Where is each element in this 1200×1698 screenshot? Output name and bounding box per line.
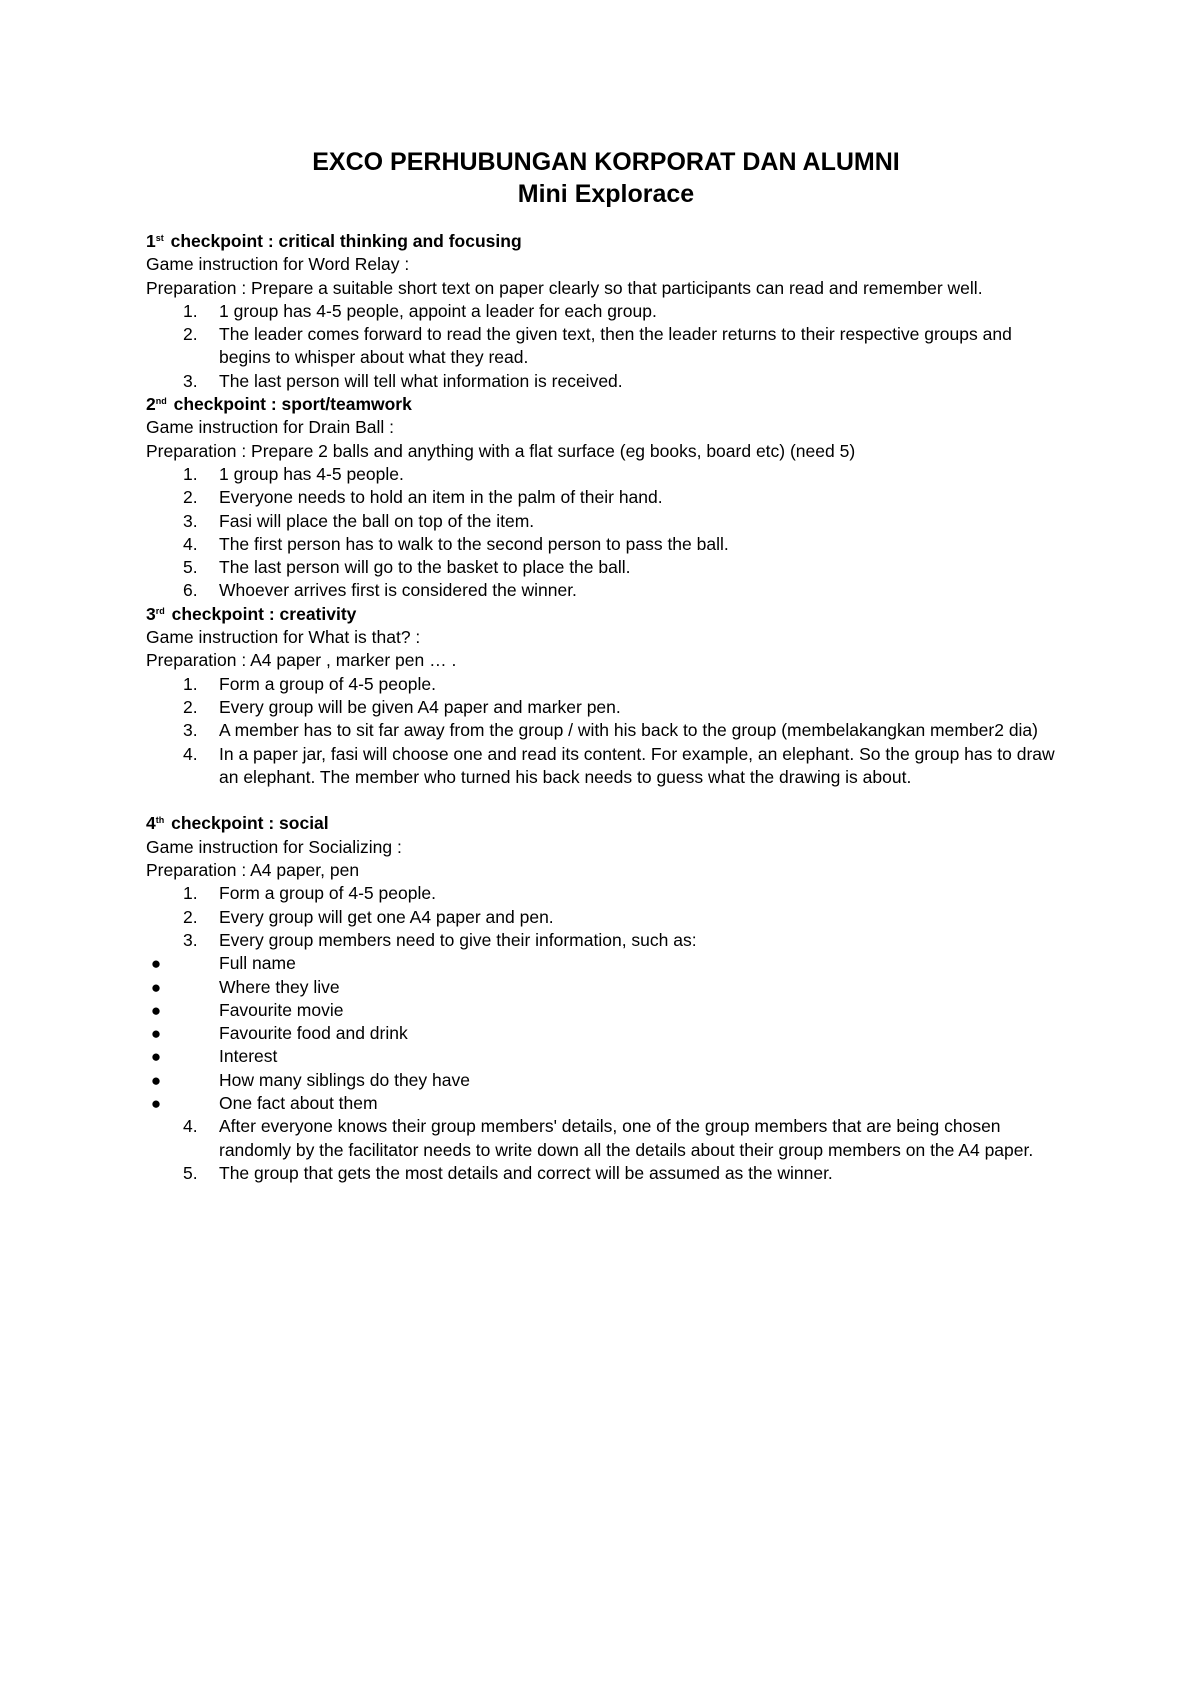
document-title: EXCO PERHUBUNGAN KORPORAT DAN ALUMNI xyxy=(312,148,900,176)
list-item: 2. Every group will get one A4 paper and pen. xyxy=(183,906,554,927)
checkpoint-3-instruction: Game instruction for What is that? : xyxy=(146,627,421,648)
list-item: 3. Every group members need to give their information, such as: xyxy=(183,929,697,950)
list-item: 2. Every group will be given A4 paper and marker pen. xyxy=(183,696,621,717)
list-item: 2. Everyone needs to hold an item in the palm of their hand. xyxy=(183,487,663,508)
bullet-item: ● Favourite movie xyxy=(146,999,1066,1022)
bullet-item: ● How many siblings do they have xyxy=(146,1069,1066,1092)
list-item: 5. The last person will go to the basket to place the ball. xyxy=(183,557,631,578)
bullet-icon: ● xyxy=(150,1024,162,1044)
bullet-icon: ● xyxy=(150,954,162,974)
checkpoint-2-heading: 2nd checkpoint : sport/teamwork xyxy=(146,394,412,415)
bullet-item: ● One fact about them xyxy=(146,1092,1066,1115)
bullet-item: ● Full name xyxy=(146,952,1066,975)
checkpoint-4-preparation: Preparation : A4 paper, pen xyxy=(146,860,360,881)
bullet-icon: ● xyxy=(150,1070,162,1090)
bullet-icon: ● xyxy=(150,1047,162,1067)
checkpoint-3-heading: 3rd checkpoint : creativity xyxy=(146,603,357,624)
list-item: 1. Form a group of 4-5 people. xyxy=(183,883,436,904)
checkpoint-1-preparation: Preparation : Prepare a suitable short text on paper clearly so that participants can read and remember well. xyxy=(146,277,983,298)
checkpoint-2-section xyxy=(146,393,1066,603)
list-item: 2. The leader comes forward to read the given text, then the leader returns to their respective groups and begins to whisper about what they read. xyxy=(183,324,1012,368)
checkpoint-1-section xyxy=(146,230,1066,393)
list-item: 3. The last person will tell what information is received. xyxy=(183,370,623,391)
checkpoint-3-preparation: Preparation : A4 paper , marker pen … . xyxy=(146,650,457,671)
bullet-item: ● Interest xyxy=(146,1045,1066,1068)
document-page xyxy=(146,146,1066,1185)
checkpoint-1-heading: 1st checkpoint : critical thinking and focusing xyxy=(146,231,522,251)
list-item: 1. Form a group of 4-5 people. xyxy=(183,673,436,694)
bullet-icon: ● xyxy=(150,977,162,997)
list-item: 3. Fasi will place the ball on top of the item. xyxy=(183,510,535,531)
list-item: 3. A member has to sit far away from the group / with his back to the group (membelakangkan member2 dia) xyxy=(183,720,1038,741)
checkpoint-3-section xyxy=(146,603,1066,789)
list-item: 4. After everyone knows their group members' details, one of the group members that are being chosen randomly by the facilitator needs to write down all the details about their group members on the A4 paper. xyxy=(183,1116,1034,1160)
list-item: 1. 1 group has 4-5 people. xyxy=(183,463,404,484)
checkpoint-4-section xyxy=(146,812,1066,1185)
bullet-item: ● Favourite food and drink xyxy=(146,1022,1066,1045)
list-item: 5. The group that gets the most details and correct will be assumed as the winner. xyxy=(183,1162,833,1183)
checkpoint-1-instruction: Game instruction for Word Relay : xyxy=(146,254,410,275)
list-item: 1. 1 group has 4-5 people, appoint a leader for each group. xyxy=(183,300,657,321)
checkpoint-2-instruction: Game instruction for Drain Ball : xyxy=(146,417,395,438)
bullet-icon: ● xyxy=(150,1000,162,1020)
list-item: 6. Whoever arrives first is considered the winner. xyxy=(183,580,577,601)
document-subtitle: Mini Explorace xyxy=(517,180,695,208)
bullet-icon: ● xyxy=(150,1093,162,1113)
checkpoint-4-instruction: Game instruction for Socializing : xyxy=(146,836,402,857)
bullet-item: ● Where they live xyxy=(146,976,1066,999)
list-item: 4. The first person has to walk to the second person to pass the ball. xyxy=(183,533,729,554)
checkpoint-2-preparation: Preparation : Prepare 2 balls and anything with a flat surface (eg books, board etc) (need 5) xyxy=(146,440,856,461)
list-item: 4. In a paper jar, fasi will choose one and read its content. For example, an elephant. So the group has to draw an elephant. The member who turned his back needs to guess what the drawing is about. xyxy=(183,743,1055,787)
checkpoint-4-heading: 4th checkpoint : social xyxy=(146,813,329,834)
